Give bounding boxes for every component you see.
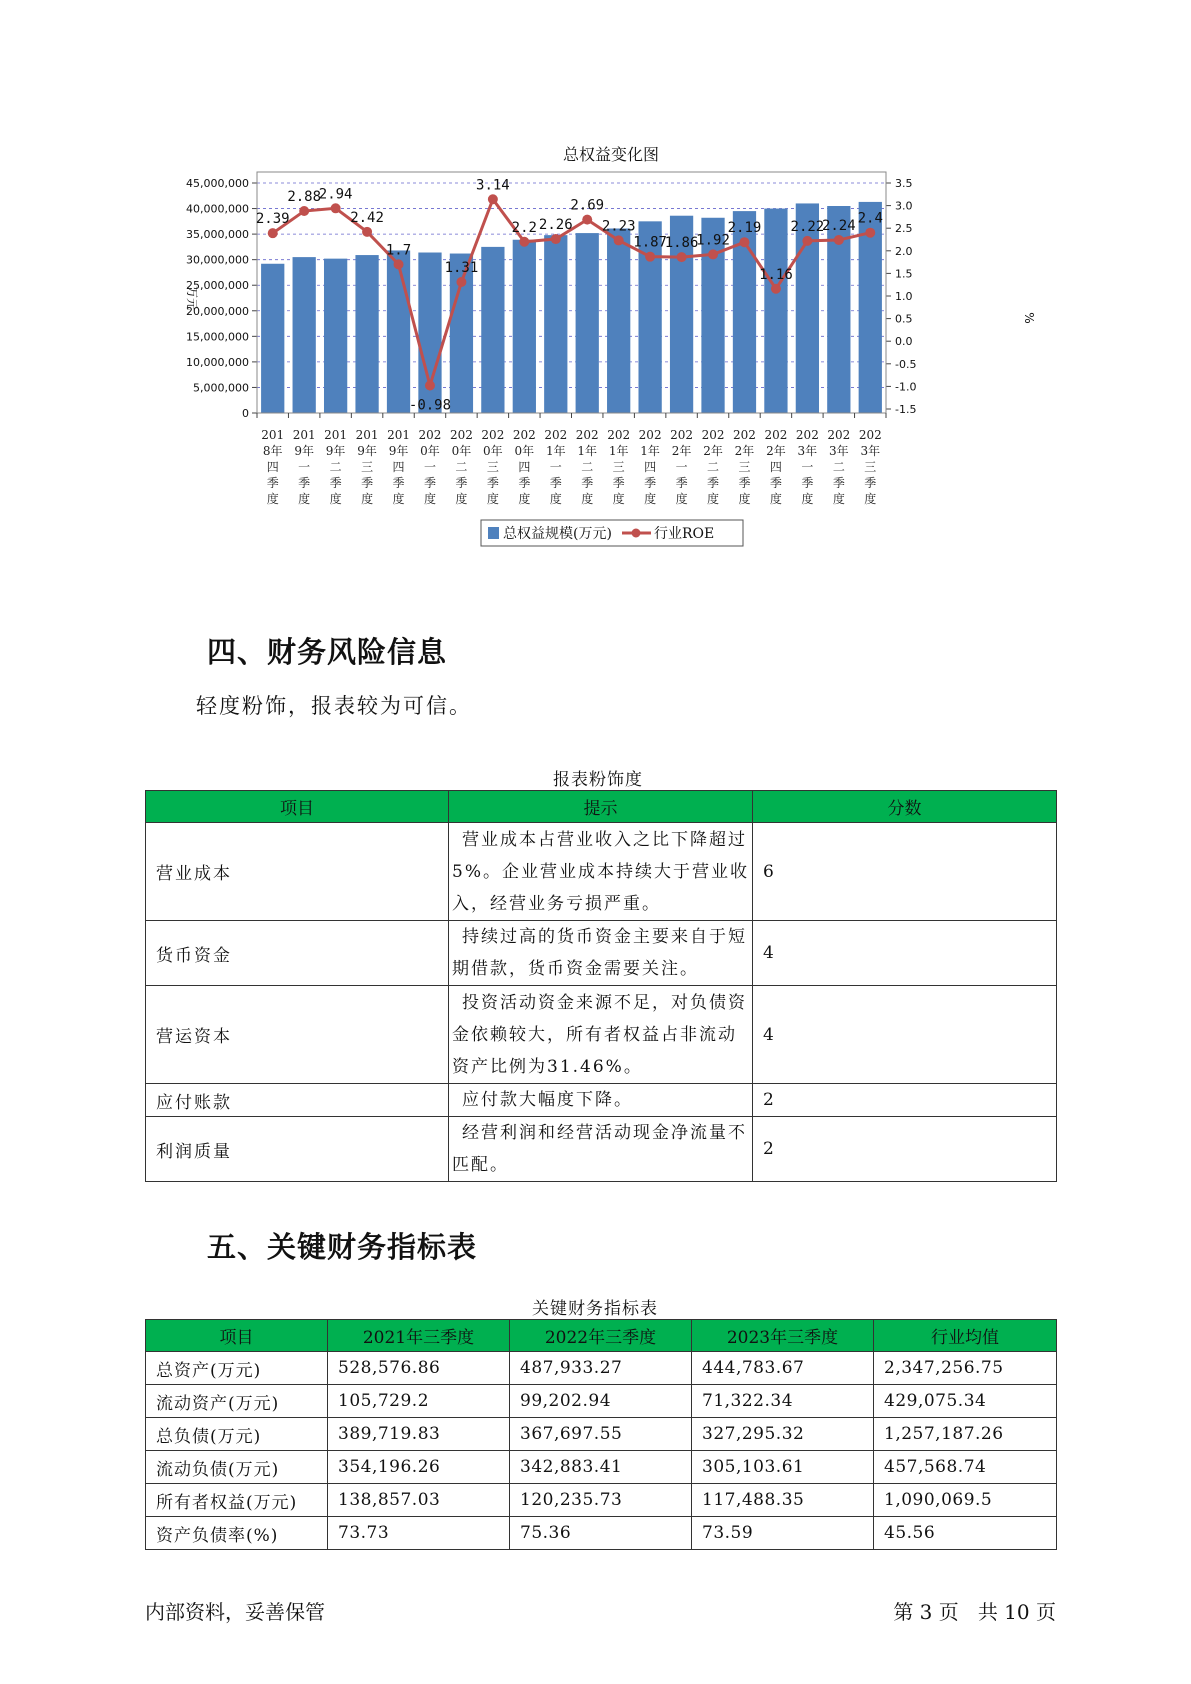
y-tick-label: 30,000,000 — [186, 253, 249, 267]
risk-score: 2 — [753, 1084, 1057, 1117]
kpi-value: 367,697.55 — [510, 1418, 692, 1451]
equity-bar — [607, 228, 630, 413]
kpi-value: 75.36 — [510, 1517, 692, 1550]
x-tick-label: 2年 — [671, 444, 692, 458]
kpi-value: 73.73 — [328, 1517, 510, 1550]
kpi-value: 429,075.34 — [874, 1385, 1057, 1418]
x-tick-label: 度 — [329, 492, 342, 506]
roe-data-label: 2.39 — [255, 211, 290, 228]
x-tick-label: 四 — [769, 460, 782, 474]
legend-bar-swatch — [488, 527, 499, 539]
x-tick-label: 2年 — [734, 444, 755, 458]
x-tick-label: 度 — [423, 492, 436, 506]
x-tick-label: 度 — [518, 492, 531, 506]
roe-point — [268, 228, 278, 238]
y2-tick-label: 3.0 — [895, 199, 913, 213]
x-tick-label: 度 — [361, 492, 374, 506]
x-tick-label: 202 — [858, 428, 882, 442]
kpi-value: 1,257,187.26 — [874, 1418, 1057, 1451]
risk-summary: 轻度粉饰，报表较为可信。 — [196, 694, 472, 718]
x-tick-label: 0年 — [451, 444, 472, 458]
y-tick-label: 0 — [242, 407, 249, 420]
risk-table-caption: 报表粉饰度 — [553, 770, 643, 790]
x-tick-label: 季 — [675, 476, 688, 490]
kpi-value: 389,719.83 — [328, 1418, 510, 1451]
x-tick-label: 3年 — [860, 444, 881, 458]
roe-point — [425, 380, 435, 390]
x-tick-label: 202 — [733, 428, 756, 442]
x-tick-label: 202 — [827, 428, 851, 442]
x-tick-label: 9年 — [325, 444, 346, 458]
equity-bar — [293, 257, 316, 413]
footer-page-number: 第 3 页 共 10 页 — [893, 1600, 1056, 1624]
kpi-value: 117,488.35 — [692, 1484, 874, 1517]
x-tick-label: 季 — [738, 476, 751, 490]
roe-data-label: 2.42 — [350, 209, 384, 226]
chart-title: 总权益变化图 — [562, 145, 660, 164]
table-row — [146, 1517, 1057, 1550]
risk-tip: 投资活动资金来源不足，对负债资金依赖较大，所有者权益占非流动资产比例为31.46%。 — [449, 986, 753, 1084]
roe-data-label: 2.2 — [511, 219, 537, 236]
x-tick-label: 2年 — [766, 444, 786, 458]
table-row — [146, 1451, 1057, 1484]
equity-bar — [355, 255, 378, 413]
y-tick-label: 25,000,000 — [186, 279, 249, 293]
x-tick-label: 202 — [607, 428, 631, 442]
x-tick-label: 三 — [864, 460, 877, 474]
y2-tick-label: 0.0 — [895, 335, 913, 349]
x-tick-label: 度 — [266, 492, 279, 506]
x-tick-label: 季 — [549, 476, 562, 490]
x-tick-label: 0年 — [420, 444, 440, 458]
x-tick-label: 二 — [832, 460, 845, 474]
roe-point — [362, 227, 372, 237]
kpi-value: 138,857.03 — [328, 1484, 510, 1517]
x-tick-label: 8年 — [262, 444, 283, 458]
table-row — [146, 1385, 1057, 1418]
x-tick-label: 季 — [392, 476, 405, 490]
kpi-value: 1,090,069.5 — [874, 1484, 1057, 1517]
x-tick-label: 季 — [581, 476, 594, 490]
roe-point — [394, 259, 404, 269]
kpi-value: 305,103.61 — [692, 1451, 874, 1484]
roe-point — [614, 235, 624, 245]
x-tick-label: 四 — [518, 460, 531, 474]
legend-line-marker — [632, 529, 641, 538]
x-tick-label: 四 — [266, 460, 279, 474]
y2-tick-label: 1.5 — [895, 267, 913, 281]
y2-tick-label: -0.5 — [895, 357, 917, 371]
y-tick-label: 10,000,000 — [186, 355, 249, 369]
table-row — [146, 1484, 1057, 1517]
risk-score: 4 — [753, 986, 1057, 1084]
x-tick-label: 1年 — [545, 444, 566, 458]
x-tick-label: 度 — [864, 492, 877, 506]
x-tick-label: 202 — [670, 428, 694, 442]
section-4-heading: 四、财务风险信息 — [207, 635, 448, 669]
x-tick-label: 度 — [738, 492, 751, 506]
kpi-name: 总负债(万元) — [146, 1418, 328, 1451]
roe-line-series — [256, 177, 883, 413]
kpi-header-2022q3: 2022年三季度 — [510, 1320, 692, 1352]
roe-point — [771, 284, 781, 294]
y-axis-label: 万元 — [185, 285, 199, 311]
risk-score: 4 — [753, 921, 1057, 986]
x-tick-label: 度 — [707, 492, 720, 506]
x-tick-label: 度 — [392, 492, 405, 506]
roe-point — [865, 228, 875, 238]
x-tick-label: 三 — [612, 460, 625, 474]
risk-tip: 经营利润和经营活动现金净流量不匹配。 — [449, 1117, 753, 1182]
table-row — [146, 1418, 1057, 1451]
x-tick-label: 1年 — [577, 444, 598, 458]
x-tick-label: 一 — [549, 460, 562, 474]
x-tick-label: 202 — [481, 428, 505, 442]
x-tick-label: 季 — [423, 476, 436, 490]
roe-data-label: 2.22 — [790, 218, 825, 235]
kpi-header-industry-avg: 行业均值 — [874, 1320, 1057, 1352]
risk-item: 利润质量 — [146, 1117, 449, 1182]
y-tick-label: 15,000,000 — [186, 330, 249, 344]
equity-bar — [544, 235, 567, 413]
x-tick-label: 季 — [298, 476, 311, 490]
risk-score: 2 — [753, 1117, 1057, 1182]
x-tick-label: 2年 — [703, 444, 723, 458]
x-tick-label: 季 — [612, 476, 625, 490]
x-tick-label: 三 — [738, 460, 751, 474]
roe-data-label: -0.98 — [408, 397, 452, 414]
x-tick-label: 度 — [486, 492, 499, 506]
kpi-name: 资产负债率(%) — [146, 1517, 328, 1550]
x-tick-label: 度 — [581, 492, 594, 506]
kpi-value: 73.59 — [692, 1517, 874, 1550]
table-row — [146, 921, 1057, 986]
x-tick-label: 1年 — [608, 444, 629, 458]
roe-point — [645, 252, 655, 262]
kpi-table-caption: 关键财务指标表 — [532, 1299, 658, 1319]
x-tick-label: 二 — [455, 460, 468, 474]
x-tick-label: 度 — [549, 492, 562, 506]
x-tick-label: 三 — [486, 460, 499, 474]
section-5-heading: 五、关键财务指标表 — [207, 1230, 478, 1264]
x-tick-label: 202 — [795, 428, 819, 442]
x-tick-label: 季 — [832, 476, 845, 490]
kpi-header-2023q3: 2023年三季度 — [692, 1320, 874, 1352]
roe-point — [677, 252, 687, 262]
y2-tick-label: -1.0 — [895, 380, 917, 394]
x-tick-label: 一 — [423, 460, 436, 474]
x-tick-label: 四 — [392, 460, 405, 474]
table-row — [146, 986, 1057, 1084]
x-tick-label: 季 — [801, 476, 814, 490]
x-tick-label: 季 — [769, 476, 782, 490]
x-tick-label: 二 — [329, 460, 342, 474]
x-tick-label: 季 — [361, 476, 374, 490]
y2-tick-label: 0.5 — [895, 312, 913, 326]
roe-data-label: 1.16 — [759, 266, 793, 283]
x-tick-label: 0年 — [483, 444, 503, 458]
y2-tick-label: 1.0 — [895, 290, 913, 303]
x-tick-label: 202 — [638, 428, 662, 442]
kpi-value: 99,202.94 — [510, 1385, 692, 1418]
x-tick-label: 202 — [512, 428, 536, 442]
x-tick-label: 季 — [644, 476, 657, 490]
x-tick-label: 202 — [418, 428, 442, 442]
x-tick-label: 季 — [518, 476, 531, 490]
x-tick-label: 3年 — [797, 444, 818, 458]
y-tick-label: 40,000,000 — [186, 202, 249, 216]
table-row — [146, 823, 1057, 921]
y-tick-label: 35,000,000 — [186, 228, 249, 242]
x-tick-label: 201 — [387, 428, 410, 442]
roe-point — [802, 236, 812, 246]
x-tick-label: 202 — [701, 428, 725, 442]
roe-data-label: 1.31 — [444, 259, 479, 276]
roe-data-label: 1.86 — [664, 235, 699, 252]
x-tick-label: 201 — [355, 428, 379, 442]
x-tick-label: 度 — [675, 492, 688, 506]
x-tick-label: 一 — [801, 460, 814, 474]
x-tick-label: 季 — [707, 476, 720, 490]
x-tick-label: 季 — [455, 476, 468, 490]
equity-bar — [513, 240, 536, 413]
roe-data-label: 2.23 — [601, 218, 636, 235]
kpi-value: 528,576.86 — [328, 1352, 510, 1385]
table-row — [146, 1352, 1057, 1385]
y-tick-label: 5,000,000 — [193, 381, 249, 395]
equity-bar — [796, 203, 819, 413]
footer-confidential-note: 内部资料，妥善保管 — [145, 1600, 325, 1624]
x-tick-label: 度 — [801, 492, 814, 506]
x-tick-label: 201 — [292, 428, 316, 442]
table-row — [146, 1084, 1057, 1117]
x-tick-label: 201 — [261, 428, 285, 442]
x-tick-label: 度 — [612, 492, 625, 506]
x-tick-label: 度 — [769, 492, 782, 506]
x-tick-label: 202 — [764, 428, 788, 442]
equity-bar — [324, 259, 347, 413]
kpi-value: 342,883.41 — [510, 1451, 692, 1484]
roe-point — [488, 194, 498, 204]
x-tick-label: 季 — [486, 476, 499, 490]
roe-point — [331, 203, 341, 213]
kpi-value: 2,347,256.75 — [874, 1352, 1057, 1385]
x-tick-label: 202 — [544, 428, 568, 442]
kpi-name: 流动负债(万元) — [146, 1451, 328, 1484]
y2-tick-label: 3.5 — [895, 177, 913, 190]
x-tick-label: 度 — [832, 492, 845, 506]
risk-item: 营运资本 — [146, 986, 449, 1084]
y2-tick-label: -1.5 — [895, 403, 917, 416]
kpi-value: 354,196.26 — [328, 1451, 510, 1484]
x-tick-label: 201 — [324, 428, 348, 442]
kpi-table — [145, 1319, 1057, 1550]
kpi-value: 444,783.67 — [692, 1352, 874, 1385]
roe-point — [708, 249, 718, 259]
x-tick-label: 度 — [455, 492, 468, 506]
bar-series — [261, 202, 882, 413]
risk-tip: 应付款大幅度下降。 — [449, 1084, 753, 1117]
x-tick-label: 0年 — [514, 444, 535, 458]
equity-bar — [481, 247, 504, 413]
risk-table — [145, 790, 1057, 1182]
equity-bar — [387, 250, 410, 413]
y2-axis-label: % — [1022, 312, 1036, 324]
risk-tip: 持续过高的货币资金主要来自于短期借款，货币资金需要关注。 — [449, 921, 753, 986]
risk-header-score: 分数 — [753, 791, 1057, 823]
kpi-value: 71,322.34 — [692, 1385, 874, 1418]
x-tick-label: 1年 — [640, 444, 660, 458]
kpi-name: 流动资产(万元) — [146, 1385, 328, 1418]
kpi-value: 45.56 — [874, 1517, 1057, 1550]
y2-tick-label: 2.5 — [895, 222, 913, 236]
equity-bar — [261, 264, 284, 413]
roe-data-label: 1.87 — [633, 234, 667, 251]
x-tick-label: 度 — [644, 492, 657, 506]
equity-change-chart — [170, 140, 1036, 595]
x-tick-label: 度 — [298, 492, 311, 506]
y-tick-label: 45,000,000 — [186, 177, 249, 190]
x-tick-label: 202 — [575, 428, 599, 442]
roe-data-label: 1.92 — [696, 232, 730, 249]
kpi-header-2021q3: 2021年三季度 — [328, 1320, 510, 1352]
equity-bar — [576, 233, 599, 413]
x-tick-label: 四 — [644, 460, 657, 474]
x-tick-label: 9年 — [388, 444, 409, 458]
roe-data-label: 3.14 — [476, 177, 510, 194]
x-tick-label: 季 — [266, 476, 279, 490]
risk-item: 货币资金 — [146, 921, 449, 986]
risk-header-tip: 提示 — [449, 791, 753, 823]
risk-header-item: 项目 — [146, 791, 449, 823]
roe-data-label: 2.94 — [318, 186, 353, 203]
roe-point — [834, 235, 844, 245]
legend-line-label: 行业ROE — [654, 526, 715, 542]
y-tick-label: 20,000,000 — [186, 304, 249, 318]
roe-data-label: 2.4 — [857, 210, 883, 227]
roe-point — [299, 206, 309, 216]
x-tick-label: 季 — [864, 476, 877, 490]
table-row — [146, 1117, 1057, 1182]
y2-tick-label: 2.0 — [895, 244, 913, 258]
kpi-value: 327,295.32 — [692, 1418, 874, 1451]
x-tick-label: 三 — [361, 460, 374, 474]
roe-data-label: 1.7 — [385, 242, 412, 259]
risk-item: 应付账款 — [146, 1084, 449, 1117]
kpi-name: 所有者权益(万元) — [146, 1484, 328, 1517]
risk-tip: 营业成本占营业收入之比下降超过5%。企业营业成本持续大于营业收入，经营业务亏损严重。 — [449, 823, 753, 921]
risk-item: 营业成本 — [146, 823, 449, 921]
x-tick-label: 二 — [581, 460, 594, 474]
roe-data-label: 2.88 — [287, 189, 322, 206]
kpi-value: 487,933.27 — [510, 1352, 692, 1385]
x-tick-label: 一 — [298, 460, 311, 474]
roe-point — [739, 237, 749, 247]
x-tick-label: 202 — [449, 428, 473, 442]
x-tick-labels — [261, 428, 881, 506]
risk-score: 6 — [753, 823, 1057, 921]
chart-legend — [481, 520, 743, 546]
x-tick-label: 3年 — [829, 444, 849, 458]
legend-bar-label: 总权益规模(万元) — [503, 526, 612, 542]
roe-data-label: 2.19 — [727, 220, 762, 237]
roe-data-label: 2.24 — [821, 217, 856, 234]
roe-data-label: 2.69 — [570, 197, 605, 214]
x-tick-label: 9年 — [294, 444, 314, 458]
x-tick-label: 二 — [707, 460, 720, 474]
roe-point — [582, 215, 592, 225]
kpi-value: 120,235.73 — [510, 1484, 692, 1517]
kpi-value: 457,568.74 — [874, 1451, 1057, 1484]
x-tick-label: 一 — [675, 460, 688, 474]
kpi-value: 105,729.2 — [328, 1385, 510, 1418]
roe-point — [551, 234, 561, 244]
equity-bar — [764, 209, 787, 413]
x-tick-label: 季 — [329, 476, 342, 490]
roe-point — [456, 277, 466, 287]
x-tick-label: 9年 — [357, 444, 377, 458]
kpi-header-item: 项目 — [146, 1320, 328, 1352]
kpi-name: 总资产(万元) — [146, 1352, 328, 1385]
roe-point — [519, 237, 529, 247]
roe-data-label: 2.26 — [538, 217, 573, 234]
